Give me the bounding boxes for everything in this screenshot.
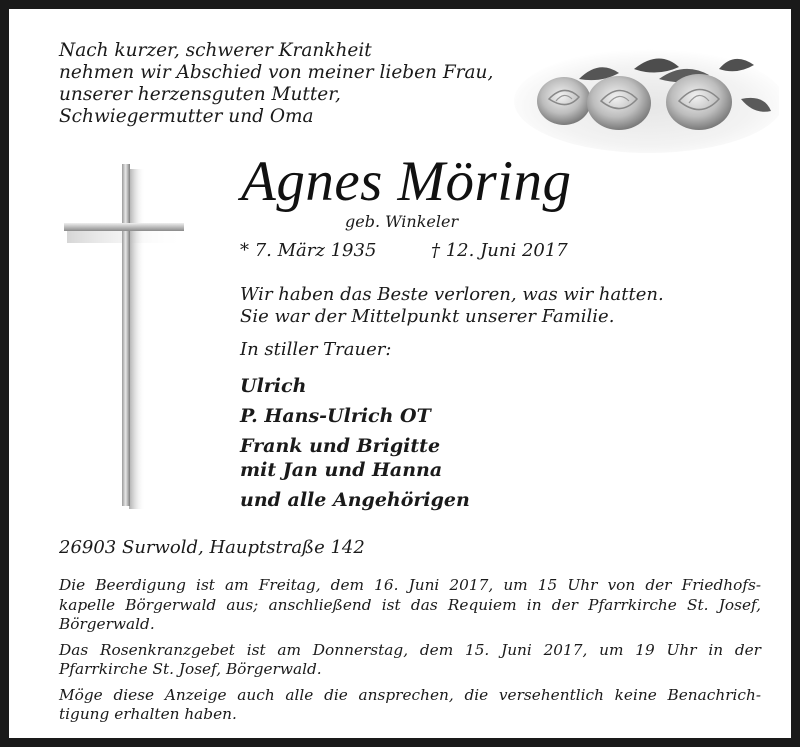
mourner: und alle Angehörigen	[240, 489, 470, 511]
intro-line: nehmen wir Abschied von meiner lieben Frau,	[59, 62, 494, 83]
mourner: Ulrich	[240, 375, 307, 397]
rosary-notice	[59, 641, 761, 680]
notice-line: Die Beerdigung ist am Freitag, dem 16. Juni 2017, um 15 Uhr von der Friedhofs-	[59, 576, 761, 594]
roses-image	[509, 39, 779, 154]
notice-line: Das Rosenkranzgebet ist am Donnerstag, dem 15. Juni 2017, um 19 Uhr in der	[59, 640, 761, 659]
maiden-name: geb. Winkeler	[345, 212, 459, 231]
quote-line: Sie war der Mittelpunkt unserer Familie.	[240, 306, 615, 327]
mourner: mit Jan und Hanna	[240, 459, 443, 481]
intro-line: Nach kurzer, schwerer Krankheit	[59, 40, 372, 61]
mourner: P. Hans-Ulrich OT	[240, 405, 431, 427]
notification-note	[59, 686, 761, 725]
mourning-heading: In stiller Trauer:	[240, 339, 392, 360]
cross-icon	[59, 159, 199, 514]
intro-text	[59, 40, 493, 128]
intro-line: unserer herzensguten Mutter,	[59, 84, 341, 105]
notice-line: Börgerwald.	[59, 615, 155, 633]
funeral-notice	[59, 576, 761, 635]
quote-line: Wir haben das Beste verloren, was wir hatten.	[240, 284, 664, 305]
notice-line: tigung erhalten haben.	[59, 705, 237, 723]
intro-line: Schwiegermutter und Oma	[59, 106, 314, 127]
funeral-notices	[59, 576, 761, 731]
notice-line: Pfarrkirche St. Josef, Börgerwald.	[59, 660, 322, 678]
birth-date: * 7. März 1935	[240, 240, 377, 261]
deceased-name: Agnes Möring	[241, 150, 572, 213]
death-date: † 12. Juni 2017	[431, 240, 568, 261]
address: 26903 Surwold, Hauptstraße 142	[59, 537, 365, 558]
memorial-quote	[240, 284, 664, 328]
notice-line: kapelle Börgerwald aus; anschließend ist das Requiem in der Pfarrkirche St. Josef,	[59, 595, 761, 614]
mourner: Frank und Brigitte	[240, 435, 441, 457]
notice-line: Möge diese Anzeige auch alle die ansprechen, die versehentlich keine Benachrich-	[59, 685, 761, 704]
